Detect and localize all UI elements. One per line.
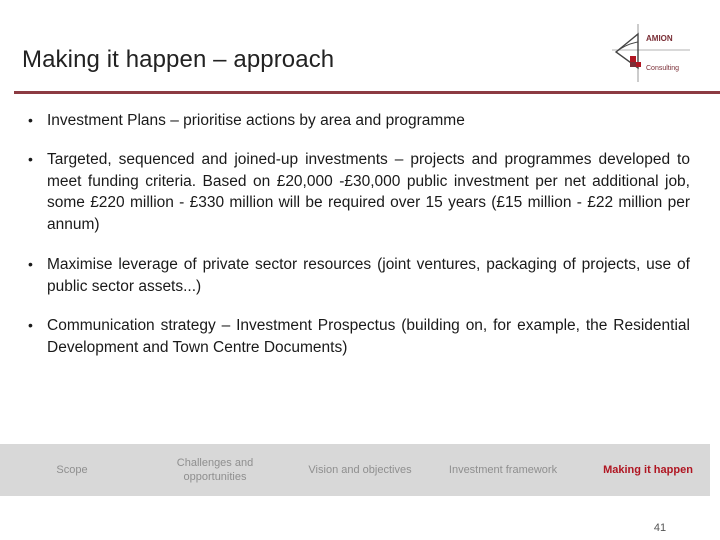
bullet-text: Maximise leverage of private sector resources (joint ventures, packaging of projects, use of public sector assets...) [47, 256, 690, 295]
bullet-item [28, 110, 690, 132]
bullet-item [28, 254, 690, 297]
nav-item-investment-framework[interactable]: Investment framework [448, 464, 558, 476]
section-navigation [0, 444, 710, 496]
page-number: 41 [653, 522, 667, 534]
title-divider [14, 91, 720, 94]
bullet-item [28, 315, 690, 358]
amion-logo-mark [610, 22, 700, 84]
bullet-text: Communication strategy – Investment Prospectus (building on, for example, the Residential Development and Town Centre Documents) [47, 317, 690, 356]
nav-item-challenges-and-opportunities[interactable]: Challenges and opportunities [176, 457, 254, 483]
logo-tagline: Consulting [646, 65, 680, 72]
bullet-item [28, 149, 690, 235]
bullet-text: Targeted, sequenced and joined-up investments – projects and programmes developed to meet funding criteria. Based on £20,000 -£30,000 public investment per net additional job, some £220 million - £330 million will be required over 15 years (£15 million - £22 million per annum) [47, 151, 690, 233]
nav-item-scope[interactable]: Scope [56, 464, 88, 476]
logo-wordmark: AMION [646, 34, 673, 43]
amion-logo [610, 22, 700, 84]
bullet-text: Investment Plans – prioritise actions by area and programme [47, 112, 465, 129]
bullet-dot-icon: • [28, 317, 33, 333]
nav-item-vision-and-objectives[interactable]: Vision and objectives [308, 464, 412, 476]
nav-item-making-it-happen[interactable]: Making it happen [603, 464, 693, 476]
bullet-dot-icon: • [28, 112, 33, 128]
slide-title: Making it happen – approach [22, 46, 335, 73]
bullet-dot-icon: • [28, 151, 33, 167]
bullet-dot-icon: • [28, 256, 33, 272]
